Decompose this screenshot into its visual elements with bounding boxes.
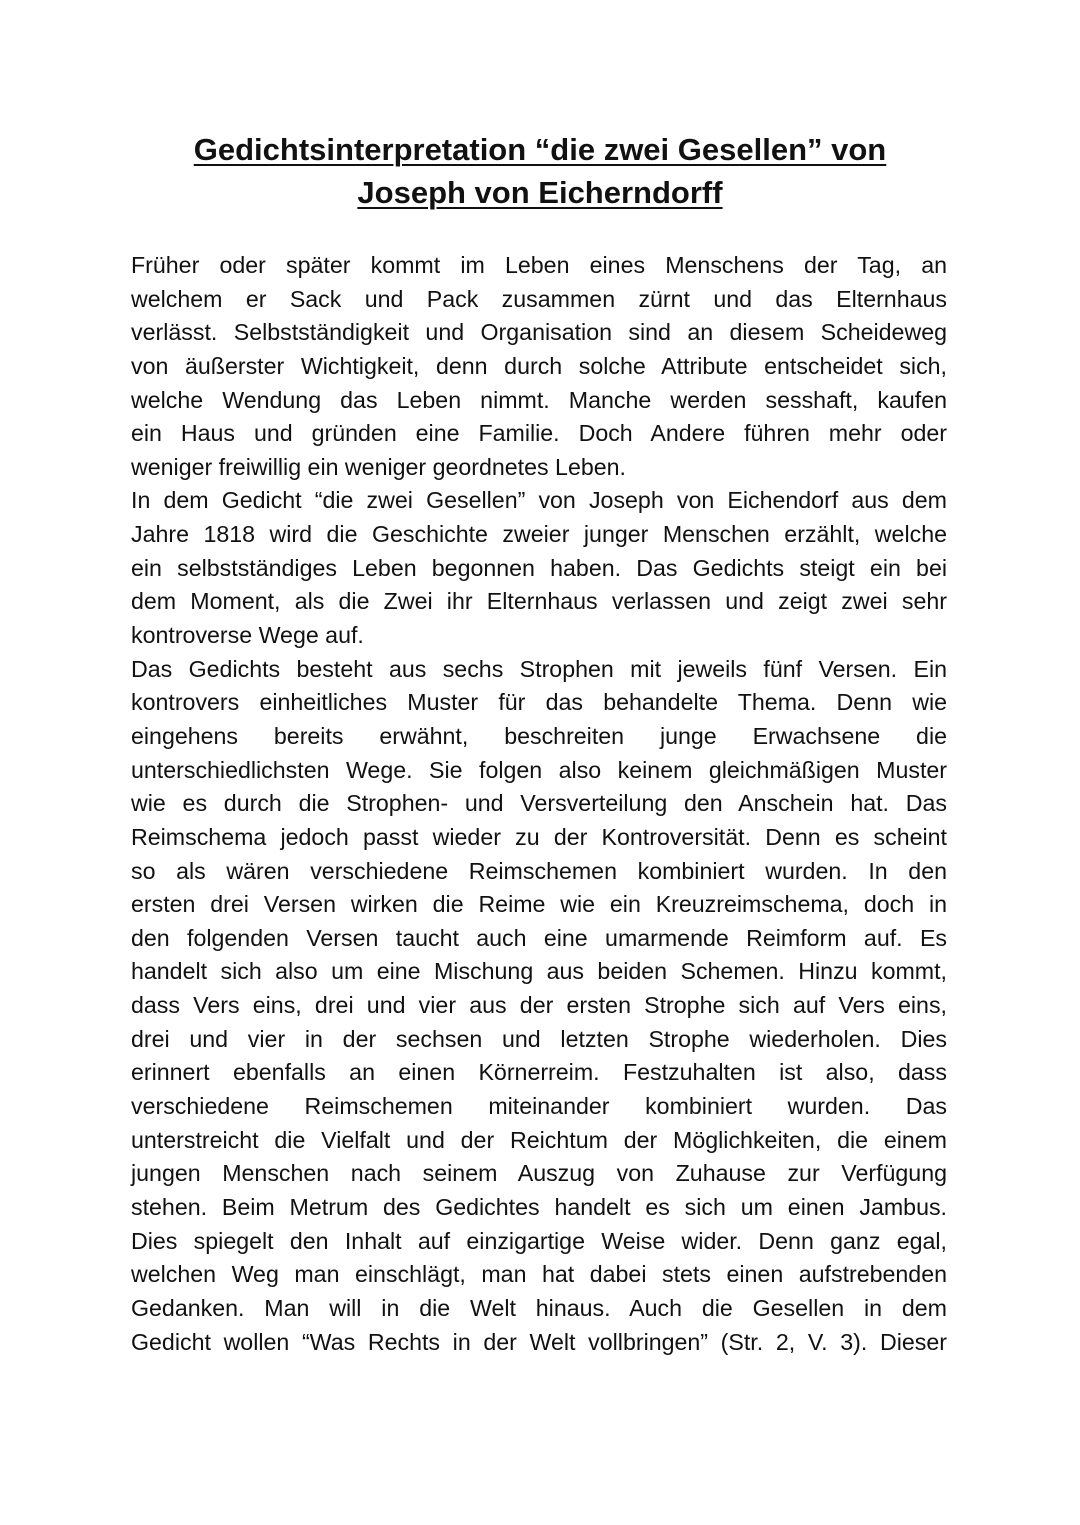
text-line: dass Vers eins, drei und vier aus der ersten Strophe sich auf Vers eins,: [131, 992, 947, 1019]
text-line: welche Wendung das Leben nimmt. Manche werden sesshaft, kaufen: [131, 386, 947, 413]
text-line: weniger freiwillig ein weniger geordnetes Leben.: [131, 453, 626, 480]
text-line: Gedanken. Man will in die Welt hinaus. Auch die Gesellen in dem: [131, 1294, 947, 1321]
text-line: Gedicht wollen “Was Rechts in der Welt vollbringen” (Str. 2, V. 3). Dieser: [131, 1328, 947, 1355]
text-line: so als wären verschiedene Reimschemen kombiniert wurden. In den: [131, 857, 947, 884]
text-line: wie es durch die Strophen- und Versverteilung den Anschein hat. Das: [131, 790, 947, 817]
text-line: drei und vier in der sechsen und letzten Strophe wiederholen. Dies: [131, 1025, 947, 1052]
text-line: jungen Menschen nach seinem Auszug von Zuhause zur Verfügung: [131, 1160, 947, 1187]
document-title: [0, 128, 1080, 214]
text-line: Dies spiegelt den Inhalt auf einzigartige Weise wider. Denn ganz egal,: [131, 1227, 947, 1254]
document-body: [131, 249, 947, 1359]
text-line: ein selbstständiges Leben begonnen haben. Das Gedichts steigt ein bei: [131, 554, 947, 581]
text-line: In dem Gedicht “die zwei Gesellen” von Joseph von Eichendorf aus dem: [131, 487, 947, 514]
paragraph: [131, 653, 947, 1359]
text-line: Jahre 1818 wird die Geschichte zweier junger Menschen erzählt, welche: [131, 521, 947, 548]
paragraph: [131, 484, 947, 652]
text-line: unterstreicht die Vielfalt und der Reichtum der Möglichkeiten, die einem: [131, 1126, 947, 1153]
title-line: Joseph von Eicherndorff: [357, 175, 723, 210]
text-line: welchem er Sack und Pack zusammen zürnt und das Elternhaus: [131, 285, 947, 312]
text-line: unterschiedlichsten Wege. Sie folgen also keinem gleichmäßigen Muster: [131, 756, 947, 783]
title-line: Gedichtsinterpretation “die zwei Gesellen” von: [193, 132, 887, 167]
text-line: Das Gedichts besteht aus sechs Strophen mit jeweils fünf Versen. Ein: [131, 655, 947, 682]
text-line: erinnert ebenfalls an einen Körnerreim. Festzuhalten ist also, dass: [131, 1059, 947, 1086]
text-line: kontroverse Wege auf.: [131, 622, 364, 649]
text-line: stehen. Beim Metrum des Gedichtes handelt es sich um einen Jambus.: [131, 1193, 947, 1220]
text-line: eingehens bereits erwähnt, beschreiten junge Erwachsene die: [131, 722, 947, 749]
text-line: ersten drei Versen wirken die Reime wie ein Kreuzreimschema, doch in: [131, 891, 947, 918]
text-line: den folgenden Versen taucht auch eine umarmende Reimform auf. Es: [131, 924, 947, 951]
text-line: ein Haus und gründen eine Familie. Doch Andere führen mehr oder: [131, 420, 947, 447]
text-line: von äußerster Wichtigkeit, denn durch solche Attribute entscheidet sich,: [131, 352, 947, 379]
text-line: Reimschema jedoch passt wieder zu der Kontroversität. Denn es scheint: [131, 823, 947, 850]
text-line: welchen Weg man einschlägt, man hat dabei stets einen aufstrebenden: [131, 1261, 947, 1288]
text-line: verschiedene Reimschemen miteinander kombiniert wurden. Das: [131, 1093, 947, 1120]
text-line: verlässt. Selbstständigkeit und Organisation sind an diesem Scheideweg: [131, 319, 947, 346]
text-line: dem Moment, als die Zwei ihr Elternhaus verlassen und zeigt zwei sehr: [131, 588, 947, 615]
text-line: Früher oder später kommt im Leben eines Menschens der Tag, an: [131, 252, 947, 278]
text-line: handelt sich also um eine Mischung aus beiden Schemen. Hinzu kommt,: [131, 958, 947, 985]
text-line: kontrovers einheitliches Muster für das behandelte Thema. Denn wie: [131, 689, 947, 716]
paragraph: [131, 249, 947, 484]
